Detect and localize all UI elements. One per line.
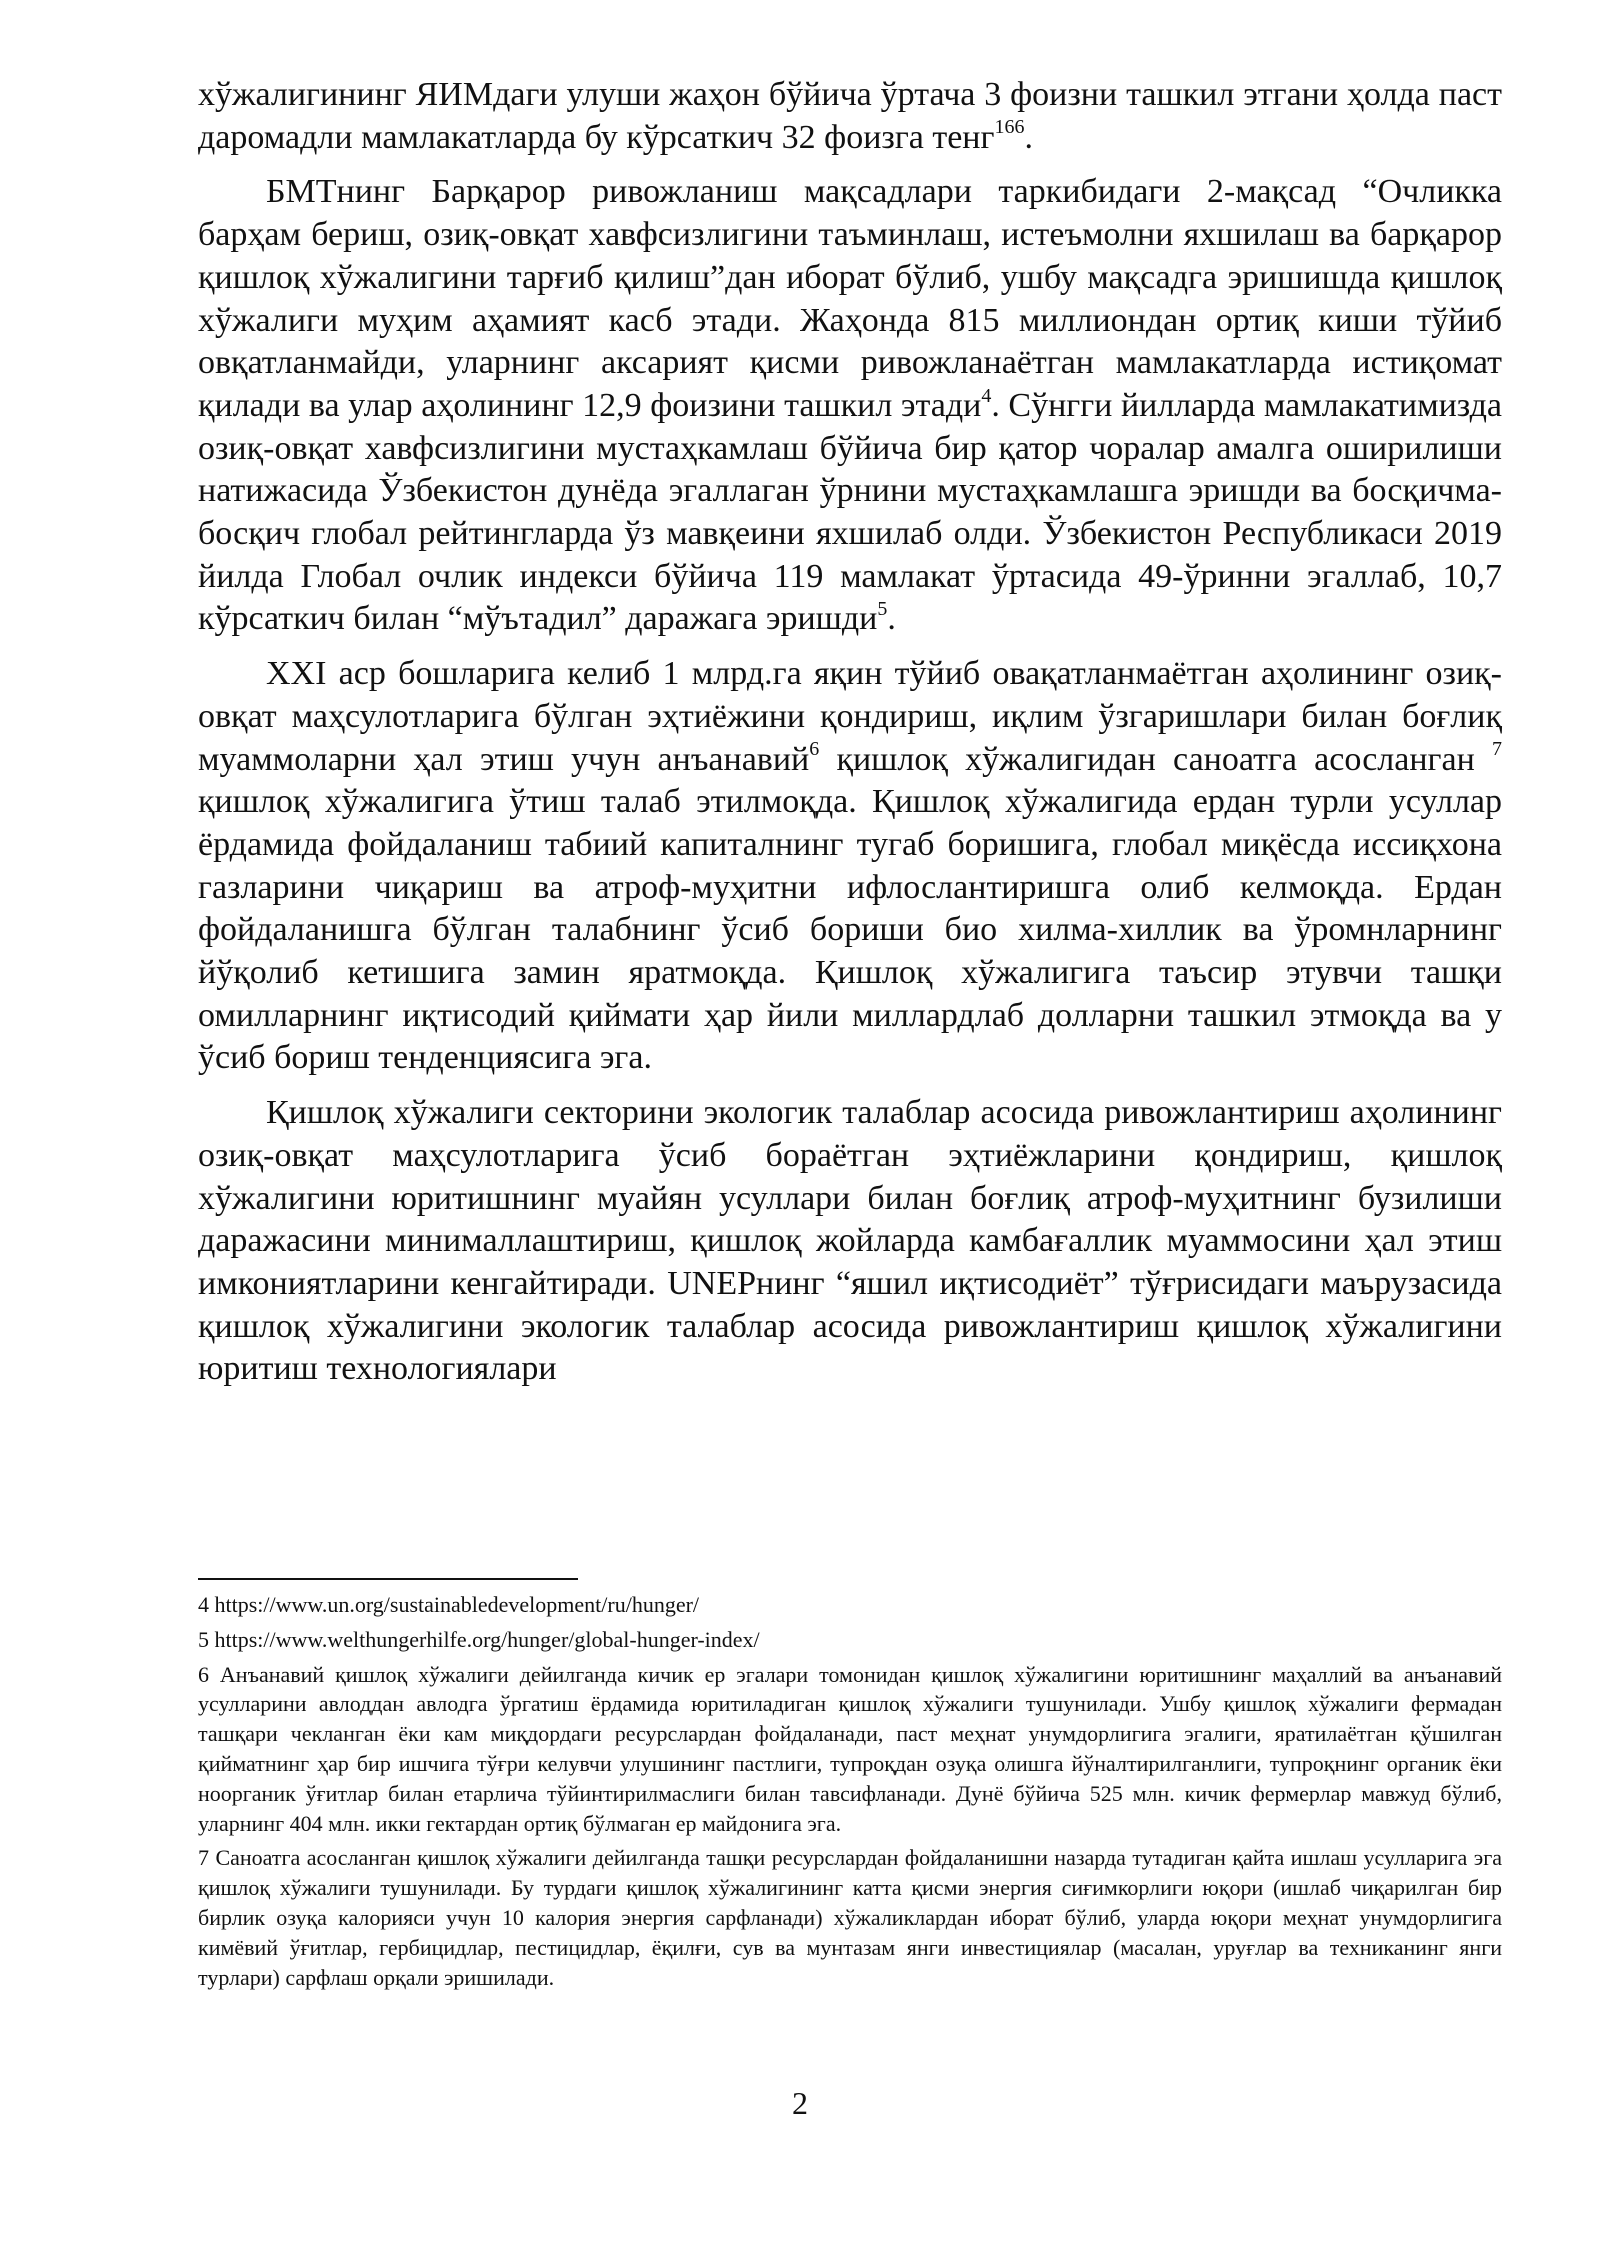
footnote-7: 7 Саноатга асосланган қишлоқ хўжалиги дейилганда ташқи ресурслардан фойдаланишни назарда тутадиган қайта ишлаш усулларига эга қишлоқ хўжалиги тушунилади. Бу турдаги қишлоқ хўжалигининг катта қисми энергия сиғимкорлиги юқори (ишлаб чиқарилган бир бирлик озуқа калорияси учун 10 калория энергия сарфланади) хўжаликлардан иборат бўлиб, уларда юқори меҳнат унумдорлигига кимёвий ўғитлар, гербицидлар, пестицидлар, ёқилғи, сув ва мунтазам янги инвестициялар (масалан, уруғлар ва техниканинг янги турлари) сарфлаш орқали эришилади. (198, 1845, 1502, 1990)
paragraph-3-text-cont: қишлоқ хўжалигидан саноатга асосланган (819, 740, 1493, 778)
page-number: 2 (792, 2085, 808, 2121)
paragraph-2-text-cont: . Сўнгги йилларда мамлакатимизда озиқ-овқат хавфсизлигини мустаҳкамлаш бўйича бир қатор чоралар амалга оширилиши натижасида Ўзбекистон дунёда эгаллаган ўрнини мустаҳкамлашга эришди ва босқичма-босқич глобал рейтингларда ўз мавқеини яхшилаб олди. Ўзбекистон Республикаси 2019 йилда Глобал очлик индекси бўйича 119 мамлакат ўртасида 49-ўринни эгаллаб, 10,7 кўрсаткич билан “мўътадил” даражага эришди (198, 386, 1503, 638)
body-text (198, 74, 1502, 1403)
paragraph-1-text-end: . (1024, 118, 1033, 156)
paragraph-2-text: БМТнинг Барқарор ривожланиш мақсадлари таркибидаги 2-мақсад “Очликка барҳам бериш, озиқ-овқат хавфсизлигини таъминлаш, истеъмолни яхшилаш ва барқарор қишлоқ хўжалигини тарғиб қилиш”дан иборат бўлиб, ушбу мақсадга эришишда қишлоқ хўжалиги муҳим аҳамият касб этади. Жаҳонда 815 миллиондан ортиқ киши тўйиб овқатланмайди, уларнинг аксарият қисми ривожланаётган мамлакатларда истиқомат қилади ва улар аҳолининг 12,9 фоизини ташкил этади (198, 173, 1502, 424)
paragraph-4-text: Қишлоқ хўжалиги секторини экологик талаблар асосида ривожлантириш аҳолининг озиқ-овқат маҳсулотларига ўсиб бораётган эҳтиёжларини қондириш, қишлоқ хўжалигини юритишнинг муайян усуллари билан боғлиқ атроф-муҳитнинг бузилиши даражасини минималлаштириш, қишлоқ жойларда камбағаллик муаммосини ҳал этиш имкониятларини кенгайтиради. UNEPнинг “яшил иқтисодиёт” тўғрисидаги маърузасида қишлоқ хўжалигини экологик талаблар асосида ривожлантириш қишлоқ хўжалигини юритиш технологиялари (198, 1094, 1502, 1388)
footnotes (198, 1590, 1502, 1997)
paragraph-3 (198, 653, 1502, 1080)
footnote-ref-6[interactable]: 6 (809, 738, 820, 761)
paragraph-1 (198, 74, 1502, 159)
footnote-6: 6 Анъанавий қишлоқ хўжалиги дейилганда кичик ер эгалари томонидан қишлоқ хўжалигини юритишнинг маҳаллий ва анъанавий усулларини авлоддан авлодга ўргатиш ёрдамида юритиладиган қишлоқ хўжалиги тушунилади. Ушбу қишлоқ хўжалиги фермадан ташқари чекланган ёки кам миқдордаги ресурслардан фойдаланади, паст меҳнат унумдорлигига эгалиги, яратилаётган қўшилган қийматнинг ҳар бир ишчига тўғри келувчи улушининг пастлиги, тупроқдан озуқа олишга йўналтирилганлиги, тупроқнинг органик ёки ноорганик ўғитлар билан етарлича тўйинтирилмаслиги билан тавсифланади. Дунё бўйича 525 млн. кичик фермерлар мавжуд бўлиб, уларнинг 404 млн. икки гектардан ортиқ бўлмаган ер майдонига эга. (198, 1661, 1502, 1836)
footnote-ref-4[interactable]: 4 (981, 384, 992, 407)
footnote-ref-5[interactable]: 5 (877, 598, 888, 621)
footnote-ref-7[interactable]: 7 (1492, 738, 1503, 761)
footnote-5[interactable]: 5 https://www.welthungerhilfe.org/hunger/global-hunger-index/ (198, 1626, 760, 1652)
footnote-4[interactable]: 4 https://www.un.org/sustainabledevelopment/ru/hunger/ (198, 1592, 700, 1617)
paragraph-1-text: хўжалигининг ЯИМдаги улуши жаҳон бўйича ўртача 3 фоизни ташкил этгани ҳолда паст даромадли мамлакатларда бу кўрсаткич 32 фоизга тенг (198, 76, 1502, 156)
paragraph-3-text: XXI аср бошларига келиб 1 млрд.га яқин тўйиб овақатланмаётган аҳолининг озиқ-овқат маҳсулотларига бўлган эҳтиёжини қондириш, иқлим ўзгаришлари билан боғлиқ муаммоларни ҳал этиш учун анъанавий (198, 655, 1502, 778)
paragraph-3-text-end: қишлоқ хўжалигига ўтиш талаб этилмоқда. Қишлоқ хўжалигида ердан турли усуллар ёрдамида фойдаланиш табиий капиталнинг тугаб боришига, глобал миқёсда иссиқхона газларини чиқариш ва атроф-муҳитни ифлослантиришга олиб келмоқда. Ердан фойдаланишга бўлган талабнинг ўсиб бориши био хилма-хиллик ва ўромнларнинг йўқолиб кетишига замин яратмоқда. Қишлоқ хўжалигига таъсир этувчи ташқи омилларнинг иқтисодий қиймати ҳар йили миллардлаб долларни ташкил этмоқда ва у ўсиб бориш тенденциясига эга. (198, 783, 1502, 1077)
paragraph-4 (198, 1092, 1502, 1391)
paragraph-2-text-end: . (887, 600, 896, 638)
footnote-ref-166[interactable]: 166 (994, 116, 1025, 139)
paragraph-2 (198, 171, 1502, 641)
footnote-separator (198, 1578, 578, 1580)
